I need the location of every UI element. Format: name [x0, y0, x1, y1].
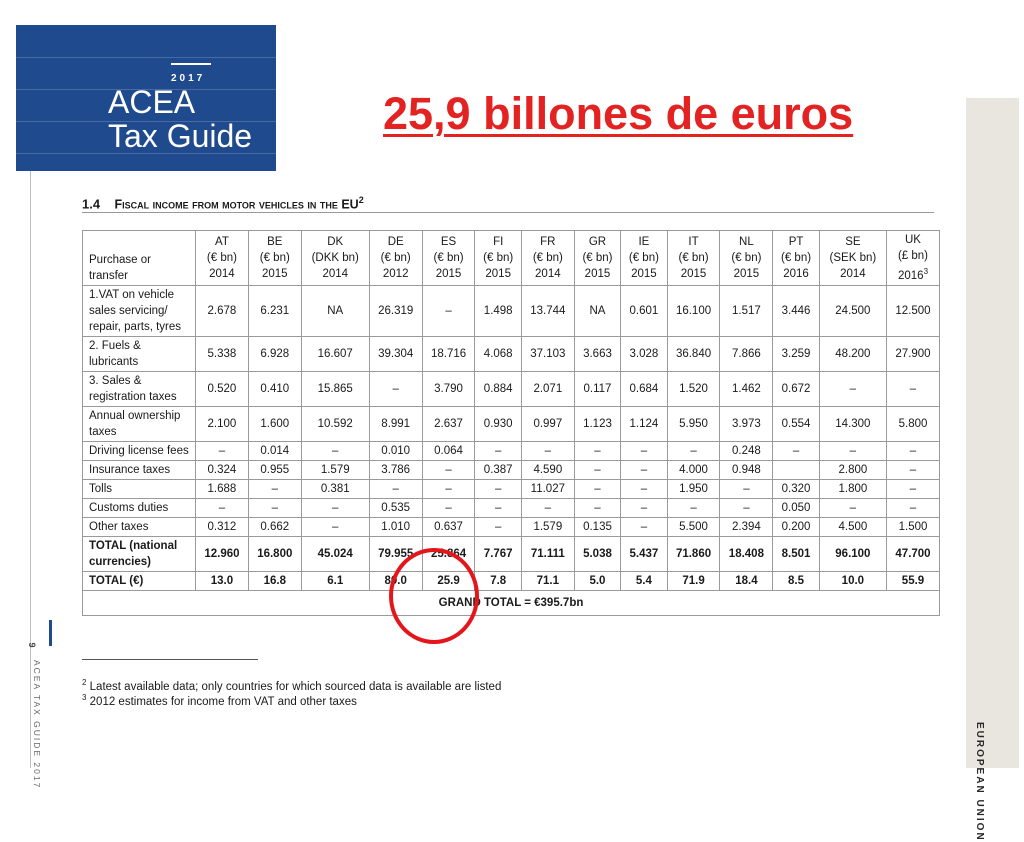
- table-cell: 0.948: [720, 460, 773, 479]
- column-unit: (DKK bn): [311, 251, 359, 264]
- row-label: Annual ownership taxes: [83, 406, 196, 441]
- side-guide-text: ACEA TAX GUIDE 2017: [32, 660, 42, 790]
- column-code: SE: [845, 235, 861, 248]
- table-cell: 16.607: [301, 336, 369, 371]
- table-cell: 15.865: [301, 371, 369, 406]
- table-cell: 7.8: [475, 571, 521, 590]
- table-cell: 2.800: [819, 460, 886, 479]
- column-unit: (SEK bn): [829, 251, 877, 264]
- table-cell: 0.637: [422, 517, 475, 536]
- column-unit: (€ bn): [628, 251, 659, 264]
- table-cell: 0.930: [475, 406, 521, 441]
- table-cell: –: [887, 479, 940, 498]
- table-cell: 1.124: [621, 406, 667, 441]
- table-cell: 47.700: [887, 536, 940, 571]
- table-cell: 5.4: [621, 571, 667, 590]
- table-cell: 0.064: [422, 441, 475, 460]
- table-cell: 0.312: [196, 517, 249, 536]
- table-cell: –: [422, 498, 475, 517]
- column-year: 2012: [382, 267, 409, 280]
- table-cell: 0.010: [369, 441, 422, 460]
- table-cell: 1.517: [720, 285, 773, 336]
- table-cell: 26.319: [369, 285, 422, 336]
- table-cell: 1.498: [475, 285, 521, 336]
- table-cell: 16.800: [248, 536, 301, 571]
- column-code: IT: [688, 235, 699, 248]
- table-cell: 2.678: [196, 285, 249, 336]
- cover-title-line1: ACEA: [108, 84, 196, 120]
- section-number: 1.4: [82, 196, 101, 212]
- column-code: FI: [493, 235, 504, 248]
- footnote-2-ref: 3: [82, 693, 87, 702]
- table-cell: NA: [301, 285, 369, 336]
- table-cell: 4.000: [667, 460, 720, 479]
- row-label: TOTAL (national currencies): [83, 536, 196, 571]
- table-cell: 55.9: [887, 571, 940, 590]
- table-cell: 1.800: [819, 479, 886, 498]
- table-cell: 0.410: [248, 371, 301, 406]
- page-marker: [49, 620, 52, 646]
- column-unit: (€ bn): [259, 251, 290, 264]
- row-label: Tolls: [83, 479, 196, 498]
- table-cell: –: [475, 441, 521, 460]
- row-label: 1.VAT on vehicle sales servicing/ repair, parts, tyres: [83, 285, 196, 336]
- table-cell: 5.0: [574, 571, 620, 590]
- column-year: 2016: [783, 267, 809, 280]
- table-cell: 5.038: [574, 536, 620, 571]
- table-cell: 2.100: [196, 406, 249, 441]
- table-cell: 7.767: [475, 536, 521, 571]
- table-cell: 6.1: [301, 571, 369, 590]
- footnote-2: [82, 693, 357, 708]
- column-unit: (€ bn): [483, 251, 514, 264]
- row-label: 2. Fuels & lubricants: [83, 336, 196, 371]
- table-cell: 2.394: [720, 517, 773, 536]
- table-cell: –: [521, 498, 574, 517]
- table-cell: 1.123: [574, 406, 620, 441]
- row-label: 3. Sales & registration taxes: [83, 371, 196, 406]
- table-cell: 6.928: [248, 336, 301, 371]
- table-cell: –: [621, 479, 667, 498]
- table-cell: –: [819, 498, 886, 517]
- column-header-fi: [475, 231, 521, 286]
- section-footnote-ref: 2: [358, 195, 364, 205]
- table-cell: –: [773, 441, 819, 460]
- cover-year: 2017: [171, 73, 206, 84]
- table-cell: 0.200: [773, 517, 819, 536]
- column-header-ie: [621, 231, 667, 286]
- column-code: PT: [788, 235, 804, 248]
- column-code: UK: [905, 234, 921, 246]
- column-unit: (€ bn): [731, 251, 762, 264]
- table-cell: –: [301, 441, 369, 460]
- table-cell: 5.338: [196, 336, 249, 371]
- table-row: [83, 460, 940, 479]
- column-unit: (€ bn): [206, 251, 237, 264]
- table-cell: –: [887, 371, 940, 406]
- table-cell: 1.600: [248, 406, 301, 441]
- table-cell: 39.304: [369, 336, 422, 371]
- table-cell: –: [574, 441, 620, 460]
- table-cell: 37.103: [521, 336, 574, 371]
- page-number: 9: [27, 642, 37, 648]
- table-cell: 2.071: [521, 371, 574, 406]
- table-cell: NA: [574, 285, 620, 336]
- table-cell: 71.111: [521, 536, 574, 571]
- table-cell: –: [521, 441, 574, 460]
- column-year-value: 2016: [897, 269, 924, 282]
- table-cell: –: [301, 517, 369, 536]
- table-cell: –: [196, 498, 249, 517]
- table-cell: 0.520: [196, 371, 249, 406]
- table-cell: 0.662: [248, 517, 301, 536]
- table-cell: –: [667, 498, 720, 517]
- table-cell: –: [369, 479, 422, 498]
- row-label: Insurance taxes: [83, 460, 196, 479]
- table-cell: –: [621, 441, 667, 460]
- table-cell: 0.320: [773, 479, 819, 498]
- table-cell: 16.100: [667, 285, 720, 336]
- table-cell: –: [887, 460, 940, 479]
- column-unit: (£ bn): [897, 250, 929, 262]
- table-cell: 3.973: [720, 406, 773, 441]
- row-label: Driving license fees: [83, 441, 196, 460]
- row-header: Purchase or transfer: [83, 231, 196, 286]
- table-cell: –: [819, 441, 886, 460]
- report-cover: [16, 25, 276, 171]
- eu-band-label: EUROPEAN UNION: [974, 722, 985, 842]
- table-cell: 0.135: [574, 517, 620, 536]
- table-cell: 5.437: [621, 536, 667, 571]
- table-cell: 10.0: [819, 571, 886, 590]
- table-cell: 5.500: [667, 517, 720, 536]
- column-header-es: [422, 231, 475, 286]
- table-body: [83, 285, 940, 615]
- table-row: [83, 371, 940, 406]
- table-cell: 3.446: [773, 285, 819, 336]
- column-year: 2014: [209, 267, 235, 280]
- table-cell: 8.501: [773, 536, 819, 571]
- column-header-de: [369, 231, 422, 286]
- cover-dash: [171, 63, 211, 65]
- table-cell: 0.672: [773, 371, 819, 406]
- column-year: 2015: [485, 267, 511, 280]
- column-year: 2014: [535, 267, 561, 280]
- table-cell: 71.9: [667, 571, 720, 590]
- table-cell: 0.050: [773, 498, 819, 517]
- row-label: Customs duties: [83, 498, 196, 517]
- table-cell: 0.117: [574, 371, 620, 406]
- table-row: [83, 498, 940, 517]
- column-year: 2014: [322, 267, 349, 280]
- section-title-text: Fiscal income from motor vehicles in the EU: [114, 197, 359, 212]
- column-code: NL: [739, 235, 754, 248]
- table-cell: 6.231: [248, 285, 301, 336]
- table-cell: 0.955: [248, 460, 301, 479]
- footnote-2-text: 2012 estimates for income from VAT and other taxes: [89, 695, 357, 708]
- column-year: 2015: [435, 267, 462, 280]
- table-cell: 16.8: [248, 571, 301, 590]
- table-cell: –: [819, 371, 886, 406]
- footnote-rule: [82, 659, 258, 660]
- table-row: [83, 479, 940, 498]
- table-cell: 12.500: [887, 285, 940, 336]
- column-header-dk: [301, 231, 369, 286]
- column-year: [890, 264, 936, 284]
- table-cell: 3.028: [621, 336, 667, 371]
- column-unit: (€ bn): [582, 251, 613, 264]
- table-cell: 10.592: [301, 406, 369, 441]
- table-cell: –: [475, 479, 521, 498]
- cover-title: [108, 85, 252, 153]
- table-cell: –: [621, 517, 667, 536]
- table-cell: 0.248: [720, 441, 773, 460]
- table-cell: –: [248, 498, 301, 517]
- table-cell: 0.997: [521, 406, 574, 441]
- table-cell: 71.860: [667, 536, 720, 571]
- table-cell: 0.601: [621, 285, 667, 336]
- column-code: GR: [588, 235, 607, 248]
- footnote-1: [82, 678, 501, 693]
- column-year-footnote-ref: 3: [923, 267, 929, 276]
- table-cell: 0.381: [301, 479, 369, 498]
- table-cell: 48.200: [819, 336, 886, 371]
- grand-total: GRAND TOTAL = €395.7bn: [83, 590, 940, 615]
- table-row: [83, 517, 940, 536]
- footnote-1-text: Latest available data; only countries for which sourced data is available are listed: [89, 680, 502, 693]
- table-cell: –: [574, 498, 620, 517]
- table-cell: 18.408: [720, 536, 773, 571]
- table-cell: 12.960: [196, 536, 249, 571]
- column-unit: (€ bn): [532, 251, 563, 264]
- table-cell: –: [621, 460, 667, 479]
- table-cell: 1.579: [521, 517, 574, 536]
- table-cell: 96.100: [819, 536, 886, 571]
- table-cell: –: [574, 460, 620, 479]
- column-year: 2015: [261, 267, 288, 280]
- column-code: IE: [638, 235, 650, 248]
- table-cell: –: [422, 479, 475, 498]
- table-cell: 7.866: [720, 336, 773, 371]
- table-row: [83, 441, 940, 460]
- table-cell: –: [574, 479, 620, 498]
- table-cell: –: [248, 479, 301, 498]
- table-cell: 1.462: [720, 371, 773, 406]
- table-cell: 45.024: [301, 536, 369, 571]
- column-header-uk: [887, 231, 940, 286]
- table-row: [83, 336, 940, 371]
- table-cell: 4.500: [819, 517, 886, 536]
- fiscal-income-table: [82, 230, 940, 616]
- column-year: 2014: [840, 267, 866, 280]
- column-code: AT: [215, 235, 229, 248]
- table-cell: 13.744: [521, 285, 574, 336]
- table-row: [83, 406, 940, 441]
- table-cell: 5.800: [887, 406, 940, 441]
- column-year: 2015: [584, 267, 611, 280]
- column-header-be: [248, 231, 301, 286]
- row-label: Other taxes: [83, 517, 196, 536]
- table-cell: 1.950: [667, 479, 720, 498]
- table-row: [83, 285, 940, 336]
- row-label: TOTAL (€): [83, 571, 196, 590]
- grand-total-row: [83, 590, 940, 615]
- column-header-se: [819, 231, 886, 286]
- table-cell: 25.864: [422, 536, 475, 571]
- table-cell: –: [887, 441, 940, 460]
- table-cell: –: [422, 460, 475, 479]
- table-cell: 4.068: [475, 336, 521, 371]
- table-cell: –: [369, 371, 422, 406]
- column-code: ES: [440, 235, 457, 248]
- column-code: BE: [267, 235, 283, 248]
- section-title: [82, 195, 364, 211]
- column-unit: (€ bn): [781, 251, 812, 264]
- highlight-circle: [389, 548, 479, 644]
- table-cell: 14.300: [819, 406, 886, 441]
- table-cell: 4.590: [521, 460, 574, 479]
- table-cell: 25.9: [422, 571, 475, 590]
- table-cell: 0.324: [196, 460, 249, 479]
- column-header-at: [196, 231, 249, 286]
- column-unit: (€ bn): [433, 251, 464, 264]
- table-row: [83, 571, 940, 590]
- table-cell: 1.010: [369, 517, 422, 536]
- table-cell: 3.259: [773, 336, 819, 371]
- column-year: 2015: [680, 267, 707, 280]
- table-cell: 11.027: [521, 479, 574, 498]
- table-cell: 0.014: [248, 441, 301, 460]
- table-cell: 79.955: [369, 536, 422, 571]
- column-header-it: [667, 231, 720, 286]
- column-header-nl: [720, 231, 773, 286]
- column-year: 2015: [733, 267, 760, 280]
- table-cell: 1.520: [667, 371, 720, 406]
- table-cell: 18.716: [422, 336, 475, 371]
- cover-title-line2: Tax Guide: [108, 118, 253, 154]
- table-cell: 3.663: [574, 336, 620, 371]
- column-unit: (€ bn): [678, 251, 709, 264]
- table-cell: 27.900: [887, 336, 940, 371]
- table-header-row: [83, 231, 940, 286]
- table-cell: –: [475, 517, 521, 536]
- table-cell: [773, 460, 819, 479]
- table-cell: 1.688: [196, 479, 249, 498]
- table-cell: 3.790: [422, 371, 475, 406]
- headline: 25,9 billones de euros: [383, 88, 854, 139]
- eu-side-band: [966, 98, 1019, 842]
- table-cell: 0.535: [369, 498, 422, 517]
- table-cell: 1.579: [301, 460, 369, 479]
- column-code: DE: [387, 235, 404, 248]
- table-cell: –: [720, 498, 773, 517]
- table-cell: 0.684: [621, 371, 667, 406]
- column-header-fr: [521, 231, 574, 286]
- table-cell: 0.554: [773, 406, 819, 441]
- table-cell: 8.991: [369, 406, 422, 441]
- table-cell: 36.840: [667, 336, 720, 371]
- table-cell: 18.4: [720, 571, 773, 590]
- table-cell: 24.500: [819, 285, 886, 336]
- column-code: FR: [540, 235, 556, 248]
- column-header-gr: [574, 231, 620, 286]
- title-rule: [82, 212, 934, 213]
- table-cell: –: [667, 441, 720, 460]
- footnote-1-ref: 2: [82, 678, 87, 687]
- column-header-pt: [773, 231, 819, 286]
- table-cell: 0.884: [475, 371, 521, 406]
- table-cell: 1.500: [887, 517, 940, 536]
- column-unit: (€ bn): [380, 251, 411, 264]
- table-cell: 8.5: [773, 571, 819, 590]
- table-cell: –: [301, 498, 369, 517]
- table-cell: –: [887, 498, 940, 517]
- column-code: DK: [327, 235, 344, 248]
- table-cell: 13.0: [196, 571, 249, 590]
- table-cell: –: [621, 498, 667, 517]
- table-cell: 0.387: [475, 460, 521, 479]
- column-year: 2015: [631, 267, 657, 280]
- table-cell: –: [720, 479, 773, 498]
- table-cell: –: [422, 285, 475, 336]
- table-cell: 2.637: [422, 406, 475, 441]
- table-row: [83, 536, 940, 571]
- table-cell: 3.786: [369, 460, 422, 479]
- table-cell: 5.950: [667, 406, 720, 441]
- table-cell: –: [475, 498, 521, 517]
- table-cell: 71.1: [521, 571, 574, 590]
- side-guide-label: [30, 660, 46, 790]
- table-cell: 80.0: [369, 571, 422, 590]
- table-cell: –: [196, 441, 249, 460]
